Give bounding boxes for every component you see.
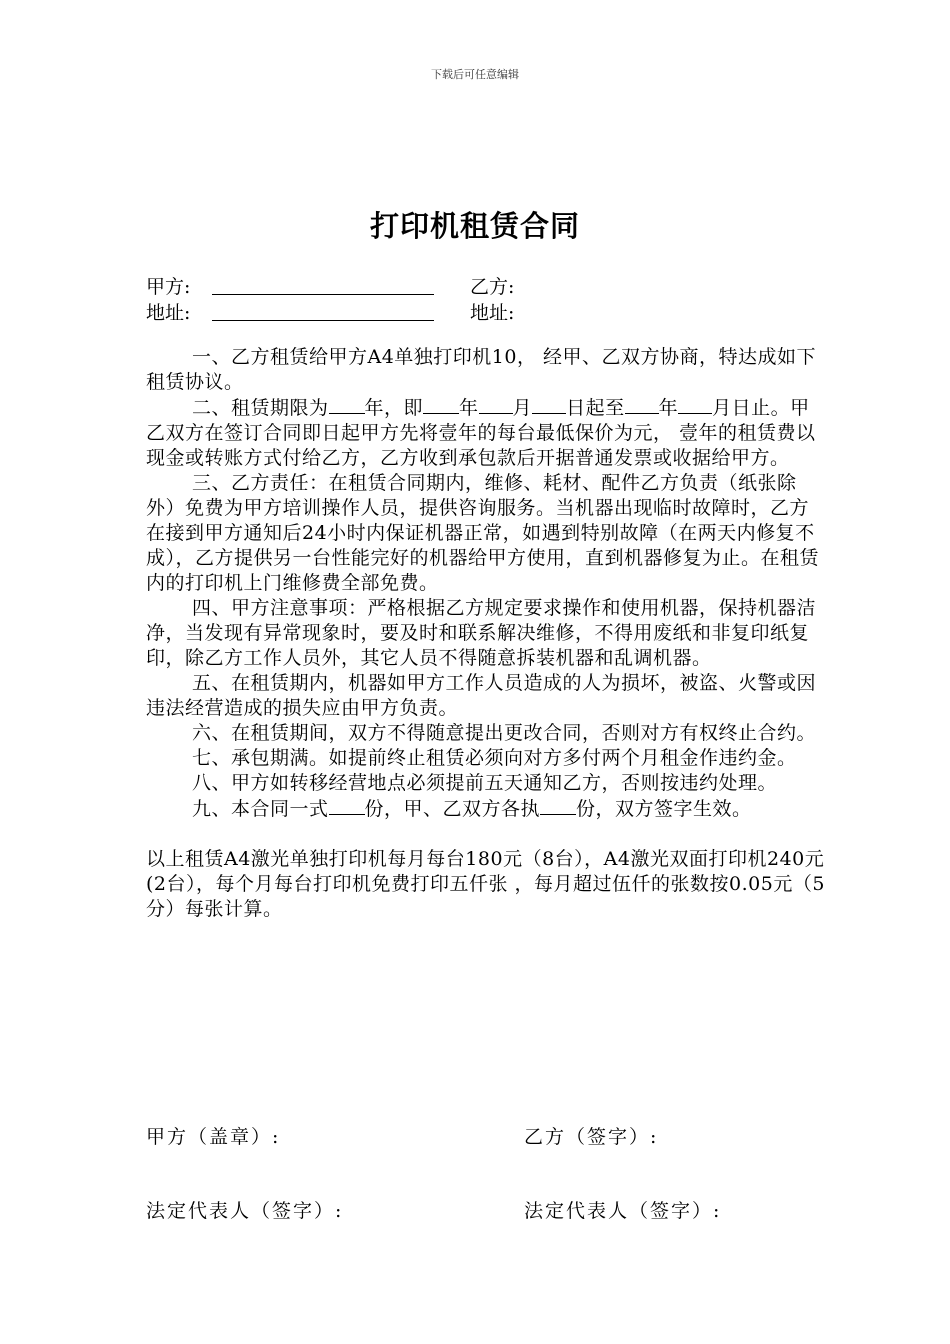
blank-line <box>329 395 365 414</box>
party-b-sign-label: 乙方（签字）: <box>524 1126 659 1148</box>
blank-line <box>479 395 513 414</box>
blank-line <box>678 395 712 414</box>
clause-2-part: 年，即 <box>364 397 424 419</box>
party-b-label: 乙方: <box>470 276 515 298</box>
clause-2-part: 二、租赁期限为 <box>192 397 329 419</box>
clause-9-part: 九、本合同一式 <box>192 798 329 820</box>
blank-line <box>532 395 566 414</box>
party-a-blank <box>212 294 434 295</box>
clause-3: 三、乙方责任：在租赁合同期内，维修、耗材、配件乙方负责（纸张除外）免费为甲方培训操作人员，提供咨询服务。当机器出现临时故障时，乙方在接到甲方通知后24小时内保证机器正常，如遇到特别故障（在两天内修复不成），乙方提供另一台性能完好的机器给甲方使用，直到机器修复为止。在租赁内的打印机上门维修费全部免费。 <box>146 472 820 594</box>
pricing-note: 以上租赁A4激光单独打印机每月每台180元（8台），A4激光双面打印机240元(2台），每个月每台打印机免费打印五仟张 ，每月超过伍仟的张数按0.05元（5分）每张计算。 <box>146 848 825 920</box>
contract-body <box>146 345 826 922</box>
header-note: 下载后可任意编辑 <box>431 68 519 81</box>
party-a-seal-label: 甲方（盖章）: <box>146 1126 281 1148</box>
blank-line <box>329 796 365 815</box>
clause-9-part: 份，双方签字生效。 <box>576 798 752 820</box>
blank-line <box>625 395 659 414</box>
clause-7: 七、承包期满。如提前终止租赁必须向对方多付两个月租金作违约金。 <box>192 747 797 769</box>
blank-line <box>540 796 576 815</box>
clause-2 <box>146 395 826 471</box>
clause-5: 五、在租赁期内，机器如甲方工作人员造成的人为损坏，被盗、火警或因违法经营造成的损失应由甲方负责。 <box>146 672 817 719</box>
address-b-label: 地址: <box>470 302 515 324</box>
legal-rep-b-label: 法定代表人（签字）: <box>524 1200 722 1222</box>
clause-2-part: 年 <box>459 397 479 419</box>
clause-2-part: 年 <box>658 397 679 419</box>
clause-6: 六、在租赁期间，双方不得随意提出更改合同，否则对方有权终止合约。 <box>192 722 817 744</box>
clause-9 <box>146 796 826 822</box>
address-row <box>146 300 515 326</box>
party-a-row <box>146 274 515 300</box>
clause-2-part: 月日止。甲乙双方在签订合同即日起甲方先将壹年的每台最低保价为元， 壹年的租赁费以现金或转账方式付给乙方，乙方收到承包款后开据普通发票或收据给甲方。 <box>146 397 816 469</box>
legal-rep-a-label: 法定代表人（签字）: <box>146 1200 344 1222</box>
clause-1: 一、乙方租赁给甲方A4单独打印机10， 经甲、乙双方协商，特达成如下租赁协议。 <box>146 346 817 393</box>
clause-2-part: 日起至 <box>566 397 625 419</box>
address-a-label: 地址: <box>146 302 191 324</box>
clause-8: 八、甲方如转移经营地点必须提前五天通知乙方，否则按违约处理。 <box>192 772 778 794</box>
party-a-label: 甲方: <box>146 276 191 298</box>
clause-2-part: 月 <box>512 397 533 419</box>
blank-line <box>423 395 459 414</box>
document-title: 打印机租赁合同 <box>369 209 580 243</box>
address-a-blank <box>212 320 434 321</box>
clause-9-part: 份，甲、乙双方各执 <box>364 798 541 820</box>
clause-4: 四、甲方注意事项：严格根据乙方规定要求操作和使用机器，保持机器洁净，当发现有异常现象时，要及时和联系解决维修，不得用废纸和非复印纸复印，除乙方工作人员外，其它人员不得随意拆装机器和乱调机器。 <box>146 597 817 669</box>
